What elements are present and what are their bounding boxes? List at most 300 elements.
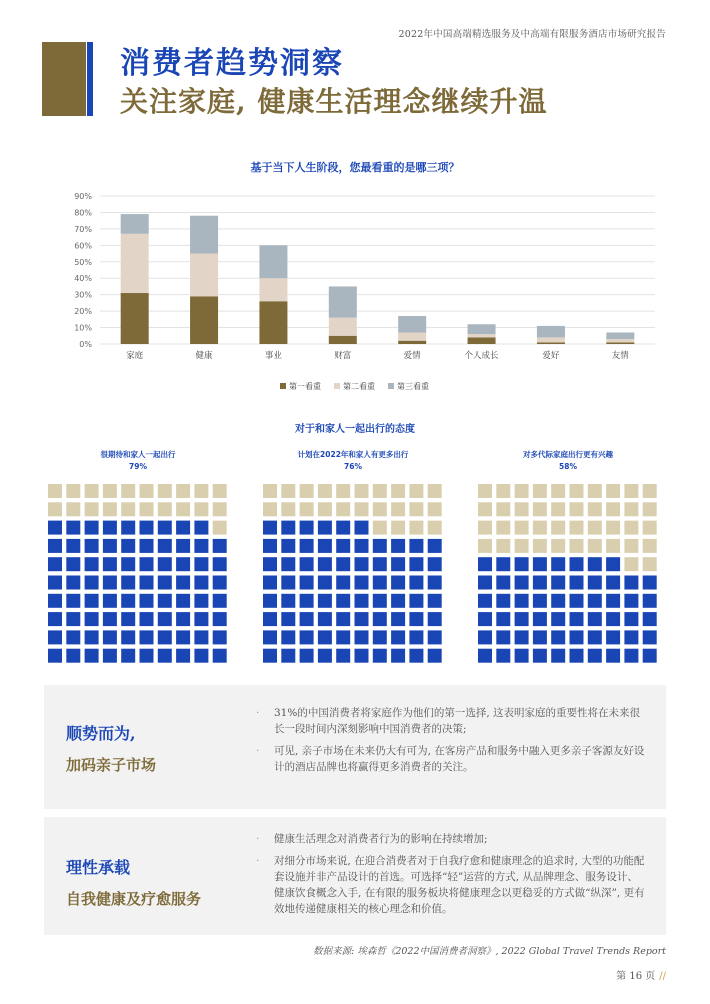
bar-segment [468, 334, 496, 337]
bar-segment [259, 245, 287, 278]
waffle-square [85, 612, 99, 626]
waffle-square [176, 649, 190, 663]
waffle-square [373, 484, 387, 498]
waffle-square [158, 484, 172, 498]
waffle-square [478, 521, 492, 535]
waffle-square [391, 612, 405, 626]
waffle-square [570, 484, 584, 498]
waffle-square [496, 612, 510, 626]
waffle-square [570, 576, 584, 590]
waffle-square [515, 594, 529, 608]
data-source-note: 数据来源: 埃森哲《2022中国消费者洞察》, 2022 Global Travel Trends Report [313, 946, 666, 957]
waffle-square [176, 630, 190, 644]
waffle-square [318, 521, 332, 535]
waffle-square [478, 502, 492, 516]
waffle-square [373, 539, 387, 553]
waffle-square [391, 576, 405, 590]
bar-segment [329, 336, 357, 344]
waffle-square [428, 594, 442, 608]
waffle-square [606, 649, 620, 663]
legend-swatch [388, 383, 394, 389]
waffle-square [336, 630, 350, 644]
waffle-square [643, 502, 657, 516]
waffle-square [85, 576, 99, 590]
waffle-square [48, 557, 62, 571]
y-tick-label: 50% [74, 257, 92, 267]
y-tick-label: 10% [74, 323, 92, 333]
waffle-square [624, 557, 638, 571]
waffle-square [48, 630, 62, 644]
waffle-square [478, 539, 492, 553]
waffle-square [391, 521, 405, 535]
waffle-square [121, 521, 135, 535]
waffle-square [140, 484, 154, 498]
waffle-square [355, 576, 369, 590]
waffle-square [373, 594, 387, 608]
legend-label: 第三看重 [397, 382, 429, 391]
bar-chart-title: 基于当下人生阶段，您最看重的是哪三项？ [250, 161, 460, 174]
waffle-square [85, 649, 99, 663]
waffle-square [551, 576, 565, 590]
waffle-square [158, 630, 172, 644]
waffle-square [300, 649, 314, 663]
waffle-square [391, 557, 405, 571]
waffle-square [121, 649, 135, 663]
waffle-square [281, 557, 295, 571]
waffle-square [355, 502, 369, 516]
waffle-square [176, 576, 190, 590]
waffle-square [336, 539, 350, 553]
bar-segment [606, 339, 634, 342]
waffle-square [300, 557, 314, 571]
waffle-square [103, 557, 117, 571]
waffle-square [570, 594, 584, 608]
brand-color-block [42, 42, 86, 116]
waffle-square [478, 612, 492, 626]
waffle-square [85, 521, 99, 535]
waffle-square [263, 502, 277, 516]
page-number-text: 第 16 页 [616, 971, 656, 982]
waffle-label-3-text: 对多代际家庭出行更有兴趣 [523, 450, 613, 459]
x-tick-label: 家庭 [126, 351, 144, 361]
waffle-square [176, 594, 190, 608]
waffle-square [551, 649, 565, 663]
waffle-square [213, 502, 227, 516]
waffle-square [570, 502, 584, 516]
waffle-square [66, 484, 80, 498]
waffle-square [533, 539, 547, 553]
waffle-square [318, 630, 332, 644]
waffle-square [588, 484, 602, 498]
x-tick-label: 个人成长 [464, 351, 499, 361]
waffle-square [355, 484, 369, 498]
waffle-square [263, 612, 277, 626]
waffle-square [588, 539, 602, 553]
waffle-square [48, 521, 62, 535]
waffle-square [48, 484, 62, 498]
waffle-square [515, 612, 529, 626]
panel-2-bullet-1: · 健康生活理念对消费者行为的影响在持续增加; [262, 831, 648, 847]
waffle-square [66, 612, 80, 626]
waffle-square [588, 502, 602, 516]
waffle-square [176, 539, 190, 553]
waffle-square [428, 612, 442, 626]
waffle-square [300, 521, 314, 535]
waffle-square [194, 576, 208, 590]
waffle-square [66, 630, 80, 644]
waffle-square [515, 539, 529, 553]
waffle-square [551, 539, 565, 553]
waffle-square [213, 484, 227, 498]
waffle-square [176, 502, 190, 516]
waffle-square [300, 630, 314, 644]
brand-accent-bar [87, 42, 93, 116]
waffle-square [121, 630, 135, 644]
x-tick-label: 事业 [264, 351, 282, 361]
waffle-square [194, 594, 208, 608]
waffle-square [409, 484, 423, 498]
waffle-square [194, 521, 208, 535]
waffle-label-2 [263, 449, 443, 473]
panel-1-bullet-2: · 可见, 亲子市场在未来仍大有可为, 在客房产品和服务中融入更多亲子客源友好设计的酒店品牌也将赢得更多消费者的关注。 [262, 743, 648, 775]
waffle-square [624, 484, 638, 498]
waffle-square [624, 521, 638, 535]
bar-segment [537, 337, 565, 342]
waffle-square [355, 612, 369, 626]
waffle-square [121, 484, 135, 498]
waffle-square [263, 539, 277, 553]
waffle-square [176, 484, 190, 498]
waffle-square [194, 630, 208, 644]
waffle-square [48, 576, 62, 590]
waffle-square [318, 539, 332, 553]
waffle-square [533, 594, 547, 608]
waffle-square [355, 539, 369, 553]
waffle-square [373, 649, 387, 663]
waffle-square [103, 612, 117, 626]
waffle-square [66, 557, 80, 571]
waffle-square [409, 539, 423, 553]
waffle-square [428, 557, 442, 571]
waffle-square [606, 630, 620, 644]
waffle-square [570, 557, 584, 571]
waffle-label-1-text: 很期待和家人一起出行 [100, 450, 176, 459]
waffle-square [606, 612, 620, 626]
waffle-square [158, 557, 172, 571]
waffle-square [409, 649, 423, 663]
panel-1-heading-line1: 顺势而为, [66, 724, 136, 743]
waffle-square [515, 557, 529, 571]
waffle-square [533, 576, 547, 590]
waffle-square [281, 612, 295, 626]
waffle-square [478, 484, 492, 498]
waffle-square [588, 521, 602, 535]
waffle-square [66, 521, 80, 535]
waffle-square [263, 521, 277, 535]
waffle-square [551, 594, 565, 608]
waffle-square [551, 612, 565, 626]
waffle-square [140, 557, 154, 571]
waffle-square [570, 649, 584, 663]
waffle-square [336, 594, 350, 608]
waffle-square [643, 576, 657, 590]
waffle-square [355, 649, 369, 663]
waffle-square [478, 557, 492, 571]
waffle-square [121, 557, 135, 571]
waffle-square [263, 576, 277, 590]
y-tick-label: 90% [74, 192, 92, 201]
bar-segment [606, 342, 634, 344]
bar-segment [329, 286, 357, 317]
waffle-square [496, 630, 510, 644]
waffle-square [85, 484, 99, 498]
y-tick-label: 70% [74, 224, 92, 234]
waffle-square [496, 521, 510, 535]
waffle-square [158, 649, 172, 663]
bar-segment [259, 301, 287, 344]
waffle-square [391, 539, 405, 553]
waffle-square [533, 649, 547, 663]
waffle-square [428, 484, 442, 498]
waffle-square [643, 484, 657, 498]
panel-health-services [44, 817, 666, 935]
waffle-square [515, 630, 529, 644]
waffle-square [48, 612, 62, 626]
waffle-square [478, 649, 492, 663]
waffle-square [281, 649, 295, 663]
waffle-square [318, 576, 332, 590]
waffle-square [533, 630, 547, 644]
waffle-square [496, 539, 510, 553]
waffle-square [140, 576, 154, 590]
x-tick-label: 爱情 [403, 351, 421, 361]
waffle-square [551, 630, 565, 644]
panel-1-text [262, 705, 648, 781]
waffle-square [624, 594, 638, 608]
waffle-square [158, 539, 172, 553]
waffle-square [624, 502, 638, 516]
waffle-square [551, 502, 565, 516]
waffle-square [496, 502, 510, 516]
waffle-square [48, 502, 62, 516]
waffle-square [336, 521, 350, 535]
bar-segment [259, 278, 287, 301]
page-number [616, 967, 666, 982]
waffle-square [85, 630, 99, 644]
waffle-square [281, 502, 295, 516]
waffle-square [85, 594, 99, 608]
waffle-square [533, 557, 547, 571]
legend-label: 第二看重 [343, 382, 375, 391]
waffle-square [606, 557, 620, 571]
waffle-square [588, 557, 602, 571]
waffle-square [48, 539, 62, 553]
waffle-square [496, 594, 510, 608]
waffle-square [281, 630, 295, 644]
waffle-square [213, 649, 227, 663]
waffle-square [158, 521, 172, 535]
waffle-square [158, 576, 172, 590]
bar-segment [190, 254, 218, 297]
waffle-square [213, 521, 227, 535]
waffle-square [409, 521, 423, 535]
waffle-square [496, 576, 510, 590]
waffle-square [66, 594, 80, 608]
waffle-square [158, 594, 172, 608]
waffle-square [373, 557, 387, 571]
panel-1-bullet-1: · 31%的中国消费者将家庭作为他们的第一选择, 这表明家庭的重要性将在未来很长一段时间内深刻影响中国消费者的决策; [262, 705, 648, 737]
x-tick-label: 友情 [611, 351, 629, 361]
bar-segment [121, 214, 149, 234]
waffle-square [140, 630, 154, 644]
waffle-square [570, 630, 584, 644]
waffle-square [213, 557, 227, 571]
waffle-square [336, 502, 350, 516]
y-tick-label: 20% [74, 307, 92, 317]
bar-segment [468, 324, 496, 334]
waffle-square [409, 594, 423, 608]
waffle-square [318, 484, 332, 498]
waffle-square [606, 576, 620, 590]
waffle-square [300, 502, 314, 516]
waffle-square [551, 521, 565, 535]
bar-segment [190, 296, 218, 344]
waffle-square [263, 630, 277, 644]
bar-segment [398, 341, 426, 344]
waffle-square [300, 612, 314, 626]
bar-segment [190, 216, 218, 254]
x-tick-label: 健康 [195, 351, 213, 361]
waffle-label-2-value: 76% [344, 462, 362, 471]
waffle-square [533, 612, 547, 626]
waffle-square [213, 612, 227, 626]
waffle-square [551, 557, 565, 571]
waffle-square [194, 649, 208, 663]
waffle-square [121, 502, 135, 516]
waffle-square [48, 649, 62, 663]
waffle-square [355, 630, 369, 644]
waffle-square [103, 484, 117, 498]
waffle-chart-2 [263, 484, 447, 668]
waffle-square [606, 594, 620, 608]
waffle-square [121, 576, 135, 590]
bar-segment [606, 332, 634, 339]
waffle-square [391, 502, 405, 516]
page-number-mark: // [659, 971, 666, 982]
waffle-square [391, 649, 405, 663]
waffle-label-1-value: 79% [129, 462, 147, 471]
waffle-square [140, 649, 154, 663]
waffle-square [496, 484, 510, 498]
waffle-label-2-text: 计划在2022年和家人有更多出行 [297, 450, 409, 459]
waffle-square [121, 539, 135, 553]
bar-segment [537, 342, 565, 344]
waffle-square [103, 594, 117, 608]
y-tick-label: 80% [74, 208, 92, 218]
waffle-square [194, 484, 208, 498]
waffle-square [428, 630, 442, 644]
waffle-square [355, 557, 369, 571]
waffle-square [551, 484, 565, 498]
waffle-square [300, 539, 314, 553]
waffle-square [496, 649, 510, 663]
waffle-square [336, 557, 350, 571]
waffle-square [643, 630, 657, 644]
waffle-square [263, 484, 277, 498]
waffle-square [409, 612, 423, 626]
bar-segment [121, 234, 149, 293]
waffle-square [624, 649, 638, 663]
waffle-square [194, 502, 208, 516]
waffle-square [66, 576, 80, 590]
waffle-square [624, 612, 638, 626]
waffle-square [373, 612, 387, 626]
panel-2-heading-line2: 自我健康及疗愈服务 [66, 890, 202, 908]
bar-segment [398, 316, 426, 332]
waffle-square [643, 594, 657, 608]
waffle-square [336, 484, 350, 498]
waffle-square [336, 576, 350, 590]
waffle-square [103, 521, 117, 535]
waffle-square [624, 539, 638, 553]
panel-2-bullet-2: · 对细分市场来说, 在迎合消费者对于自我疗愈和健康理念的追求时, 大型的功能配套设施并非产品设计的首选。可选择“轻”运营的方式, 从品牌理念、服务设计、健康饮食概念入手, 在有限的服务板块将健康理念以更稳妥的方式做“纵深”, 更有效地传递健康相关的核心理念和价值。 [262, 853, 648, 917]
waffle-square [624, 576, 638, 590]
waffle-square [570, 521, 584, 535]
waffle-chart-1 [48, 484, 232, 668]
legend-swatch [280, 383, 286, 389]
legend-swatch [334, 383, 340, 389]
bar-segment [537, 326, 565, 338]
bar-segment [398, 332, 426, 340]
waffle-label-3 [478, 449, 658, 473]
waffle-square [194, 539, 208, 553]
waffle-square [66, 649, 80, 663]
waffle-square [428, 502, 442, 516]
legend-label: 第一看重 [289, 382, 321, 391]
waffle-square [213, 576, 227, 590]
waffle-square [103, 502, 117, 516]
waffle-square [428, 576, 442, 590]
waffle-square [624, 630, 638, 644]
x-tick-label: 财富 [334, 351, 352, 361]
page-title: 消费者趋势洞察 [120, 46, 344, 81]
waffle-square [281, 484, 295, 498]
waffle-square [300, 576, 314, 590]
x-tick-label: 爱好 [542, 351, 560, 361]
waffle-square [515, 521, 529, 535]
waffle-square [318, 594, 332, 608]
waffle-square [373, 630, 387, 644]
waffle-square [281, 594, 295, 608]
waffle-square [588, 612, 602, 626]
waffle-square [496, 557, 510, 571]
y-tick-label: 30% [74, 290, 92, 300]
waffle-square [176, 557, 190, 571]
waffle-square [643, 649, 657, 663]
panel-2-heading-line1: 理性承载 [66, 858, 131, 877]
waffle-square [428, 649, 442, 663]
waffle-square [66, 502, 80, 516]
waffle-square [48, 594, 62, 608]
waffle-square [300, 594, 314, 608]
waffle-square [606, 502, 620, 516]
waffle-square [318, 649, 332, 663]
waffle-square [515, 649, 529, 663]
waffle-square [281, 576, 295, 590]
y-tick-label: 60% [74, 241, 92, 251]
y-tick-label: 0% [79, 340, 92, 349]
waffle-square [409, 630, 423, 644]
